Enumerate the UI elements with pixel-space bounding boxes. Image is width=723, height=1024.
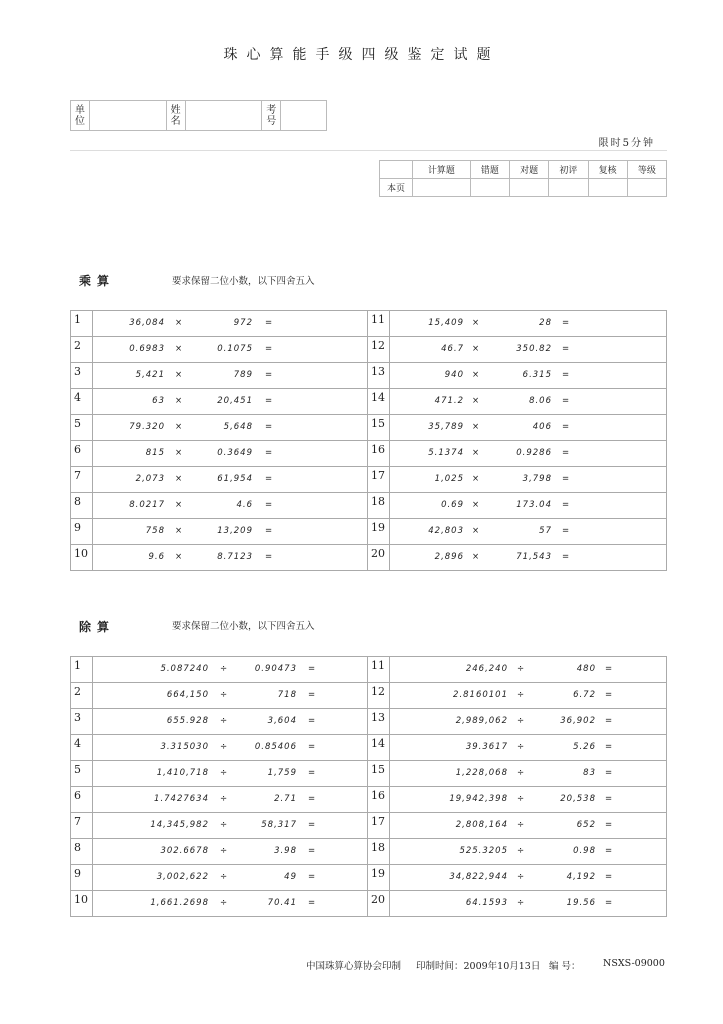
footer-serial: NSXS-09000 <box>603 958 665 969</box>
problem-number: 7 <box>71 813 93 839</box>
problem-row <box>71 709 667 735</box>
score-cell[interactable] <box>470 179 509 197</box>
divide-operator: ÷ <box>516 898 526 908</box>
multiply-operator: × <box>174 344 184 354</box>
problem-number: 11 <box>368 311 390 337</box>
score-cell[interactable] <box>549 179 588 197</box>
problem-number: 20 <box>368 891 390 917</box>
equals-sign: = <box>561 370 571 380</box>
problem-expression[interactable] <box>389 761 666 787</box>
footer-serial-label: 编 号： <box>549 961 581 972</box>
equals-sign: = <box>604 768 614 778</box>
problem-number: 2 <box>71 683 93 709</box>
equals-sign: = <box>561 422 571 432</box>
operand-b: 350.82 <box>516 344 552 354</box>
multiplication-table <box>70 310 667 571</box>
division-title: 除算 <box>79 620 116 634</box>
operand-a: 2.8160101 <box>453 690 508 700</box>
operand-b: 3.98 <box>274 846 297 856</box>
operand-a: 1,228,068 <box>455 768 508 778</box>
score-table <box>379 160 667 197</box>
multiply-operator: × <box>174 396 184 406</box>
problem-number: 17 <box>368 813 390 839</box>
problem-expression[interactable] <box>92 865 367 891</box>
problem-number: 12 <box>368 683 390 709</box>
name-field[interactable] <box>185 101 262 131</box>
divide-operator: ÷ <box>219 872 229 882</box>
multiply-operator: × <box>471 318 481 328</box>
problem-expression[interactable] <box>92 467 367 493</box>
multiply-operator: × <box>174 318 184 328</box>
problem-number: 14 <box>368 735 390 761</box>
score-cell[interactable] <box>588 179 627 197</box>
operand-a: 64.1593 <box>465 898 508 908</box>
problem-expression[interactable] <box>389 813 666 839</box>
problem-number: 10 <box>71 891 93 917</box>
divide-operator: ÷ <box>516 690 526 700</box>
problem-number: 13 <box>368 363 390 389</box>
equals-sign: = <box>307 820 317 830</box>
problem-expression[interactable] <box>389 389 666 415</box>
operand-a: 15,409 <box>428 318 464 328</box>
multiply-operator: × <box>174 474 184 484</box>
equals-sign: = <box>264 422 274 432</box>
unit-field[interactable] <box>89 101 166 131</box>
problem-number: 9 <box>71 865 93 891</box>
multiplication-note: 要求保留二位小数，以下四舍五入 <box>172 276 315 287</box>
score-header: 等级 <box>627 161 666 179</box>
score-corner-cell <box>380 161 413 179</box>
divide-operator: ÷ <box>516 872 526 882</box>
operand-b: 57 <box>539 526 552 536</box>
operand-a: 815 <box>145 448 165 458</box>
problem-expression[interactable] <box>389 787 666 813</box>
problem-expression[interactable] <box>389 735 666 761</box>
exam-no-field[interactable] <box>281 101 327 131</box>
divide-operator: ÷ <box>219 820 229 830</box>
footer-print-date: 印制时间：2009年10月13日 <box>416 961 541 972</box>
problem-expression[interactable] <box>92 415 367 441</box>
divide-operator: ÷ <box>516 768 526 778</box>
problem-number: 15 <box>368 415 390 441</box>
equals-sign: = <box>264 318 274 328</box>
equals-sign: = <box>264 396 274 406</box>
division-table <box>70 656 667 917</box>
problem-row <box>71 865 667 891</box>
problem-expression[interactable] <box>92 813 367 839</box>
divide-operator: ÷ <box>516 664 526 674</box>
operand-b: 28 <box>539 318 552 328</box>
operand-a: 63 <box>152 396 165 406</box>
problem-number: 4 <box>71 735 93 761</box>
operand-a: 9.6 <box>148 552 165 562</box>
multiply-operator: × <box>471 526 481 536</box>
operand-b: 20,538 <box>560 794 596 804</box>
problem-expression[interactable] <box>389 311 666 337</box>
problem-number: 8 <box>71 839 93 865</box>
problem-expression[interactable] <box>92 337 367 363</box>
operand-b: 4,192 <box>566 872 596 882</box>
problem-number: 6 <box>71 441 93 467</box>
divide-operator: ÷ <box>516 846 526 856</box>
operand-a: 940 <box>444 370 464 380</box>
score-header: 计算题 <box>413 161 471 179</box>
operand-b: 61,954 <box>217 474 253 484</box>
problem-expression[interactable] <box>92 545 367 571</box>
problem-number: 2 <box>71 337 93 363</box>
problem-number: 1 <box>71 311 93 337</box>
multiply-operator: × <box>471 552 481 562</box>
problem-number: 19 <box>368 865 390 891</box>
problem-expression[interactable] <box>389 337 666 363</box>
multiply-operator: × <box>174 526 184 536</box>
problem-number: 12 <box>368 337 390 363</box>
equals-sign: = <box>307 898 317 908</box>
equals-sign: = <box>604 820 614 830</box>
problem-number: 14 <box>368 389 390 415</box>
problem-row <box>71 363 667 389</box>
operand-b: 36,902 <box>560 716 596 726</box>
divide-operator: ÷ <box>219 690 229 700</box>
operand-b: 20,451 <box>217 396 253 406</box>
operand-b: 71,543 <box>516 552 552 562</box>
equals-sign: = <box>561 552 571 562</box>
operand-a: 5.1374 <box>428 448 464 458</box>
operand-a: 1,661.2698 <box>150 898 209 908</box>
equals-sign: = <box>561 448 571 458</box>
problem-expression[interactable] <box>389 709 666 735</box>
operand-b: 718 <box>277 690 297 700</box>
problem-number: 3 <box>71 363 93 389</box>
problem-row <box>71 891 667 917</box>
divide-operator: ÷ <box>219 742 229 752</box>
score-cell[interactable] <box>627 179 666 197</box>
problem-number: 3 <box>71 709 93 735</box>
operand-b: 0.90473 <box>254 664 297 674</box>
problem-expression[interactable] <box>92 441 367 467</box>
divide-operator: ÷ <box>219 794 229 804</box>
equals-sign: = <box>604 794 614 804</box>
operand-b: 6.315 <box>522 370 552 380</box>
operand-b: 0.85406 <box>254 742 297 752</box>
operand-a: 664,150 <box>166 690 209 700</box>
operand-b: 0.1075 <box>217 344 253 354</box>
problem-row <box>71 813 667 839</box>
operand-b: 19.56 <box>566 898 596 908</box>
operand-b: 173.04 <box>516 500 552 510</box>
operand-a: 655.928 <box>166 716 209 726</box>
operand-a: 42,803 <box>428 526 464 536</box>
operand-b: 5.26 <box>573 742 596 752</box>
problem-row <box>71 787 667 813</box>
divide-operator: ÷ <box>516 742 526 752</box>
operand-a: 34,822,944 <box>449 872 508 882</box>
problem-row <box>71 519 667 545</box>
problem-number: 5 <box>71 761 93 787</box>
multiply-operator: × <box>471 474 481 484</box>
equals-sign: = <box>604 872 614 882</box>
equals-sign: = <box>561 396 571 406</box>
multiply-operator: × <box>174 552 184 562</box>
problem-number: 18 <box>368 839 390 865</box>
operand-a: 39.3617 <box>465 742 508 752</box>
problem-expression[interactable] <box>92 891 367 917</box>
problem-expression[interactable] <box>92 519 367 545</box>
problem-number: 6 <box>71 787 93 813</box>
operand-b: 2.71 <box>274 794 297 804</box>
operand-b: 58,317 <box>261 820 297 830</box>
operand-a: 35,789 <box>428 422 464 432</box>
operand-b: 0.9286 <box>516 448 552 458</box>
problem-number: 5 <box>71 415 93 441</box>
score-cell[interactable] <box>510 179 549 197</box>
equals-sign: = <box>264 552 274 562</box>
problem-row <box>71 683 667 709</box>
operand-a: 79.320 <box>129 422 165 432</box>
equals-sign: = <box>264 526 274 536</box>
problem-row <box>71 337 667 363</box>
equals-sign: = <box>604 690 614 700</box>
equals-sign: = <box>604 846 614 856</box>
multiply-operator: × <box>471 370 481 380</box>
operand-b: 480 <box>576 664 596 674</box>
equals-sign: = <box>307 690 317 700</box>
divide-operator: ÷ <box>219 846 229 856</box>
equals-sign: = <box>307 716 317 726</box>
operand-b: 972 <box>233 318 253 328</box>
equals-sign: = <box>307 872 317 882</box>
problem-expression[interactable] <box>389 493 666 519</box>
operand-a: 5,421 <box>135 370 165 380</box>
operand-b: 4.6 <box>236 500 253 510</box>
equals-sign: = <box>264 448 274 458</box>
operand-b: 13,209 <box>217 526 253 536</box>
unit-label: 单位 <box>71 101 90 131</box>
problem-number: 17 <box>368 467 390 493</box>
problem-row <box>71 389 667 415</box>
problem-number: 18 <box>368 493 390 519</box>
operand-a: 471.2 <box>434 396 464 406</box>
equals-sign: = <box>307 664 317 674</box>
candidate-info-table <box>70 100 327 131</box>
problem-expression[interactable] <box>92 389 367 415</box>
problem-row <box>71 761 667 787</box>
equals-sign: = <box>307 846 317 856</box>
problem-number: 16 <box>368 441 390 467</box>
problem-expression[interactable] <box>92 683 367 709</box>
page-title: 珠心算能手级四级鉴定试题 <box>223 47 500 63</box>
operand-a: 0.6983 <box>129 344 165 354</box>
equals-sign: = <box>307 768 317 778</box>
problem-expression[interactable] <box>92 787 367 813</box>
operand-a: 19,942,398 <box>449 794 508 804</box>
time-limit: 限时5分钟 <box>598 138 655 149</box>
equals-sign: = <box>604 742 614 752</box>
multiply-operator: × <box>174 370 184 380</box>
operand-a: 0.69 <box>441 500 464 510</box>
operand-b: 5,648 <box>223 422 253 432</box>
operand-b: 652 <box>576 820 596 830</box>
equals-sign: = <box>307 794 317 804</box>
score-header: 初评 <box>549 161 588 179</box>
equals-sign: = <box>264 370 274 380</box>
problem-number: 11 <box>368 657 390 683</box>
operand-a: 1,410,718 <box>156 768 209 778</box>
equals-sign: = <box>561 318 571 328</box>
problem-expression[interactable] <box>92 311 367 337</box>
operand-a: 5.087240 <box>160 664 209 674</box>
score-header: 对题 <box>510 161 549 179</box>
divide-operator: ÷ <box>219 768 229 778</box>
operand-b: 789 <box>233 370 253 380</box>
problem-expression[interactable] <box>389 519 666 545</box>
operand-b: 8.7123 <box>217 552 253 562</box>
problem-expression[interactable] <box>389 839 666 865</box>
problem-row <box>71 545 667 571</box>
operand-a: 1,025 <box>434 474 464 484</box>
operand-a: 1.7427634 <box>154 794 209 804</box>
divide-operator: ÷ <box>219 664 229 674</box>
equals-sign: = <box>561 500 571 510</box>
problem-row <box>71 735 667 761</box>
problem-expression[interactable] <box>389 441 666 467</box>
problem-expression[interactable] <box>389 865 666 891</box>
operand-a: 46.7 <box>441 344 464 354</box>
problem-expression[interactable] <box>389 545 666 571</box>
footer-publisher: 中国珠算心算协会印制 <box>306 961 402 972</box>
problem-expression[interactable] <box>389 891 666 917</box>
operand-a: 36,084 <box>129 318 165 328</box>
problem-row <box>71 467 667 493</box>
operand-a: 2,896 <box>434 552 464 562</box>
multiply-operator: × <box>174 422 184 432</box>
divide-operator: ÷ <box>516 820 526 830</box>
multiply-operator: × <box>471 448 481 458</box>
problem-expression[interactable] <box>389 415 666 441</box>
operand-a: 2,073 <box>135 474 165 484</box>
problem-expression[interactable] <box>92 761 367 787</box>
problem-row <box>71 441 667 467</box>
operand-a: 14,345,982 <box>150 820 209 830</box>
problem-expression[interactable] <box>92 709 367 735</box>
problem-expression[interactable] <box>92 363 367 389</box>
multiply-operator: × <box>174 500 184 510</box>
problem-number: 13 <box>368 709 390 735</box>
equals-sign: = <box>307 742 317 752</box>
problem-row <box>71 311 667 337</box>
multiply-operator: × <box>471 500 481 510</box>
problem-expression[interactable] <box>92 735 367 761</box>
equals-sign: = <box>264 474 274 484</box>
multiply-operator: × <box>471 396 481 406</box>
problem-number: 15 <box>368 761 390 787</box>
operand-a: 8.0217 <box>129 500 165 510</box>
divide-operator: ÷ <box>516 716 526 726</box>
equals-sign: = <box>264 500 274 510</box>
multiply-operator: × <box>471 344 481 354</box>
problem-expression[interactable] <box>92 839 367 865</box>
multiply-operator: × <box>174 448 184 458</box>
problem-expression[interactable] <box>389 363 666 389</box>
problem-expression[interactable] <box>389 467 666 493</box>
operand-b: 3,798 <box>522 474 552 484</box>
operand-a: 758 <box>145 526 165 536</box>
operand-a: 3,002,622 <box>156 872 209 882</box>
divider <box>70 150 667 151</box>
problem-row <box>71 415 667 441</box>
multiply-operator: × <box>471 422 481 432</box>
problem-number: 9 <box>71 519 93 545</box>
equals-sign: = <box>561 526 571 536</box>
equals-sign: = <box>561 344 571 354</box>
problem-number: 8 <box>71 493 93 519</box>
division-note: 要求保留二位小数，以下四舍五入 <box>172 621 315 632</box>
divide-operator: ÷ <box>219 898 229 908</box>
operand-b: 49 <box>284 872 297 882</box>
problem-expression[interactable] <box>92 657 367 683</box>
problem-row <box>71 493 667 519</box>
operand-b: 0.3649 <box>217 448 253 458</box>
problem-number: 1 <box>71 657 93 683</box>
operand-a: 2,989,062 <box>455 716 508 726</box>
operand-b: 70.41 <box>267 898 297 908</box>
operand-b: 8.06 <box>529 396 552 406</box>
divide-operator: ÷ <box>219 716 229 726</box>
equals-sign: = <box>264 344 274 354</box>
problem-number: 19 <box>368 519 390 545</box>
operand-b: 3,604 <box>267 716 297 726</box>
operand-a: 3.315030 <box>160 742 209 752</box>
operand-b: 83 <box>583 768 596 778</box>
operand-b: 6.72 <box>573 690 596 700</box>
problem-expression[interactable] <box>92 493 367 519</box>
score-header: 错题 <box>470 161 509 179</box>
score-cell[interactable] <box>413 179 471 197</box>
score-row-label: 本页 <box>380 179 413 197</box>
problem-row <box>71 839 667 865</box>
problem-number: 7 <box>71 467 93 493</box>
operand-b: 0.98 <box>573 846 596 856</box>
operand-b: 1,759 <box>267 768 297 778</box>
equals-sign: = <box>604 664 614 674</box>
problem-number: 20 <box>368 545 390 571</box>
equals-sign: = <box>604 716 614 726</box>
operand-a: 246,240 <box>465 664 508 674</box>
divide-operator: ÷ <box>516 794 526 804</box>
problem-expression[interactable] <box>389 657 666 683</box>
operand-a: 2,808,164 <box>455 820 508 830</box>
name-label: 姓名 <box>166 101 185 131</box>
problem-row <box>71 657 667 683</box>
exam-no-label: 考号 <box>262 101 281 131</box>
problem-number: 16 <box>368 787 390 813</box>
multiplication-title: 乘算 <box>79 274 116 288</box>
problem-number: 10 <box>71 545 93 571</box>
operand-a: 302.6678 <box>160 846 209 856</box>
score-header: 复核 <box>588 161 627 179</box>
equals-sign: = <box>604 898 614 908</box>
problem-number: 4 <box>71 389 93 415</box>
equals-sign: = <box>561 474 571 484</box>
operand-a: 525.3205 <box>459 846 508 856</box>
problem-expression[interactable] <box>389 683 666 709</box>
operand-b: 406 <box>532 422 552 432</box>
